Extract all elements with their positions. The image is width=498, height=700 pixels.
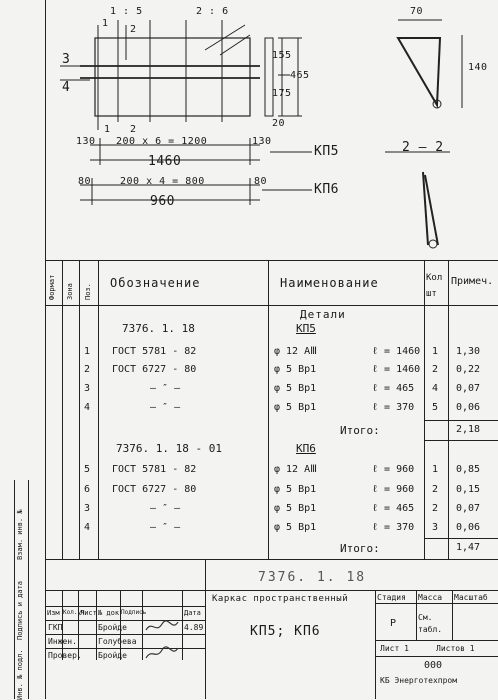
stamp-right-block-edge [375, 590, 376, 699]
row-qty: 5 [432, 402, 439, 413]
mark-lower-2: 2 [130, 124, 137, 135]
row-doc: — ″ — [150, 402, 181, 413]
row-dia: φ 5 Вр1 [274, 503, 317, 514]
margin-strip-line [14, 480, 15, 699]
group2-code: 7376. 1. 18 - 01 [116, 442, 222, 455]
group2-name: КП6 [296, 442, 316, 455]
dim-side-20: 20 [272, 118, 286, 129]
stamp-header-izm: Изм [47, 609, 60, 617]
dim-row2-left: 80 [78, 176, 92, 187]
row-len: ℓ = 960 [372, 464, 415, 475]
row-len: ℓ = 1460 [372, 346, 421, 357]
label-kp5: КП5 [314, 144, 339, 159]
group1-total-line [424, 420, 498, 421]
row-pos: 4 [84, 402, 91, 413]
dim-row1-total: 1460 [148, 154, 182, 169]
stamp-header-kol: Кол.уч [63, 609, 85, 616]
stamp-name-check: Бройде [98, 651, 127, 660]
row-qty: 2 [432, 484, 439, 495]
header-pos: Поз. [84, 283, 92, 300]
row-pos: 1 [84, 346, 91, 357]
group1-total-line-bottom [424, 440, 498, 441]
header-qty: Кол шт [426, 273, 443, 299]
mark-lower-1: 1 [104, 124, 111, 135]
col-pos [98, 260, 99, 560]
col-designation [268, 260, 269, 560]
row-dia: φ 5 Вр1 [274, 402, 317, 413]
dim-row1-left: 130 [76, 136, 96, 147]
row-len: ℓ = 1460 [372, 364, 421, 375]
row-dia: φ 12 АⅢ [274, 346, 318, 357]
stamp-doc-number: 7376. 1. 18 [258, 570, 367, 585]
dim-row2-right: 80 [254, 176, 268, 187]
header-designation: Обозначение [110, 276, 201, 290]
group1-total: 2,18 [456, 424, 481, 435]
dim-top-2: 2 : 6 [196, 6, 229, 17]
margin-label-sign: Подпись и дата [16, 580, 24, 640]
stamp-sheet: Лист 1 [380, 644, 409, 653]
group2-total-label: Итого: [340, 542, 380, 555]
dim-side-175: 175 [272, 88, 292, 99]
row-note: 0,15 [456, 484, 481, 495]
row-len: ℓ = 370 [372, 402, 415, 413]
header-format: Формат [48, 274, 56, 300]
row-note: 0,06 [456, 402, 481, 413]
header-zone: Зона [66, 283, 74, 300]
row-doc: ГОСТ 6727 - 80 [112, 484, 197, 495]
row-doc: — ″ — [150, 383, 181, 394]
label-kp6: КП6 [314, 182, 339, 197]
group1-name: КП5 [296, 322, 316, 335]
header-note: Примеч. [451, 276, 494, 287]
stamp-sheet-row [375, 640, 498, 641]
margin-strip-line-2 [28, 480, 29, 699]
stamp-col [182, 590, 183, 660]
dim-side-155: 155 [272, 50, 292, 61]
stamp-org-row [375, 656, 498, 657]
row-qty: 2 [432, 503, 439, 514]
row-doc: ГОСТ 6727 - 80 [112, 364, 197, 375]
group1-total-label: Итого: [340, 424, 380, 437]
stamp-name-gkp: Бройде [98, 623, 127, 632]
row-pos: 2 [84, 364, 91, 375]
row-len: ℓ = 370 [372, 522, 415, 533]
dim-row1-right: 130 [252, 136, 272, 147]
row-pos: 4 [84, 522, 91, 533]
stamp-header-date: Дата [184, 609, 201, 617]
group1-code: 7376. 1. 18 [122, 322, 195, 335]
dim-row1-inner: 200 x 6 = 1200 [116, 136, 208, 147]
dim-right-height: 140 [468, 62, 488, 73]
row-doc: ГОСТ 5781 - 82 [112, 464, 197, 475]
row-doc: ГОСТ 5781 - 82 [112, 346, 197, 357]
row-note: 1,30 [456, 346, 481, 357]
row-qty: 1 [432, 464, 439, 475]
mark-left-4: 4 [62, 80, 71, 95]
stamp-scale-edge [452, 590, 453, 640]
stamp-header-list: Лист [80, 609, 97, 617]
dim-row2-inner: 200 x 4 = 800 [120, 176, 205, 187]
stamp-name-eng: Голубева [98, 637, 137, 646]
table-bottom-border [45, 559, 498, 560]
stamp-date-gkp: 4.89 [184, 623, 204, 632]
stamp-mass-value: См. табл. [418, 613, 443, 634]
margin-label-replace: Взам. инв. № [16, 509, 24, 560]
header-name: Наименование [280, 276, 379, 290]
stamp-top [45, 590, 498, 591]
dim-row2-total: 960 [150, 194, 175, 209]
mark-left-3: 3 [62, 52, 71, 67]
mark-top-1: 1 [102, 18, 109, 29]
row-qty: 1 [432, 346, 439, 357]
row-pos: 3 [84, 383, 91, 394]
col-zone [79, 260, 80, 560]
stamp-scale-label: Масштаб [454, 593, 488, 602]
stamp-mass-edge [416, 590, 417, 640]
row-len: ℓ = 960 [372, 484, 415, 495]
row-qty: 3 [432, 522, 439, 533]
row-qty: 2 [432, 364, 439, 375]
stamp-org: КБ Энерготехпром [380, 676, 458, 685]
stamp-org-code: 000 [424, 660, 443, 671]
row-note: 0,22 [456, 364, 481, 375]
dim-side-465: 465 [290, 70, 310, 81]
stamp-stage-value: Р [390, 618, 397, 629]
stamp-role-gkp: ГКП [48, 623, 63, 632]
stamp-sheets: Листов 1 [436, 644, 475, 653]
stamp-header-sign: Подпись [121, 609, 147, 616]
row-note: 0,06 [456, 522, 481, 533]
stamp-head-row [45, 606, 205, 607]
row-doc: — ″ — [150, 522, 181, 533]
stamp-title-line1: Каркас пространственный [212, 594, 349, 604]
col-format [62, 260, 63, 560]
row-doc: — ″ — [150, 503, 181, 514]
section-label: 2 — 2 [402, 140, 444, 155]
row-dia: φ 5 Вр1 [274, 522, 317, 533]
row-dia: φ 5 Вр1 [274, 364, 317, 375]
stamp-role-eng: Инжен. [48, 637, 77, 646]
col-qty [448, 260, 449, 560]
stamp-role-check: Провер. [48, 651, 82, 660]
reinforcement-drawing [0, 0, 498, 255]
stamp-col [96, 590, 97, 660]
stamp-stage-row [375, 603, 498, 604]
stamp-left-block-edge [205, 560, 206, 699]
row-qty: 4 [432, 383, 439, 394]
stamp-header-doc: № док [98, 609, 120, 617]
row-len: ℓ = 465 [372, 503, 415, 514]
row-pos: 5 [84, 464, 91, 475]
section-title: Детали [300, 308, 346, 321]
row-note: 0,07 [456, 503, 481, 514]
group2-total-line [424, 538, 498, 539]
stamp-stage-label: Стадия [377, 593, 406, 602]
row-pos: 6 [84, 484, 91, 495]
stamp-mass-label: Масса [418, 593, 443, 602]
row-dia: φ 12 АⅢ [274, 464, 318, 475]
dim-top-1: 1 : 5 [110, 6, 143, 17]
table-header-bottom [45, 305, 498, 306]
stamp-col [78, 590, 79, 660]
col-name [424, 260, 425, 560]
table-top-border [45, 260, 498, 261]
row-note: 0,07 [456, 383, 481, 394]
dim-right-top: 70 [410, 6, 424, 17]
row-dia: φ 5 Вр1 [274, 484, 317, 495]
mark-top-2: 2 [130, 24, 137, 35]
row-dia: φ 5 Вр1 [274, 383, 317, 394]
stamp-title-line2: КП5; КП6 [250, 624, 321, 639]
signature-marks [142, 618, 182, 662]
row-len: ℓ = 465 [372, 383, 415, 394]
margin-label-inv: Инв. № подл. [16, 649, 24, 700]
row-pos: 3 [84, 503, 91, 514]
group2-total: 1,47 [456, 542, 481, 553]
row-note: 0,85 [456, 464, 481, 475]
